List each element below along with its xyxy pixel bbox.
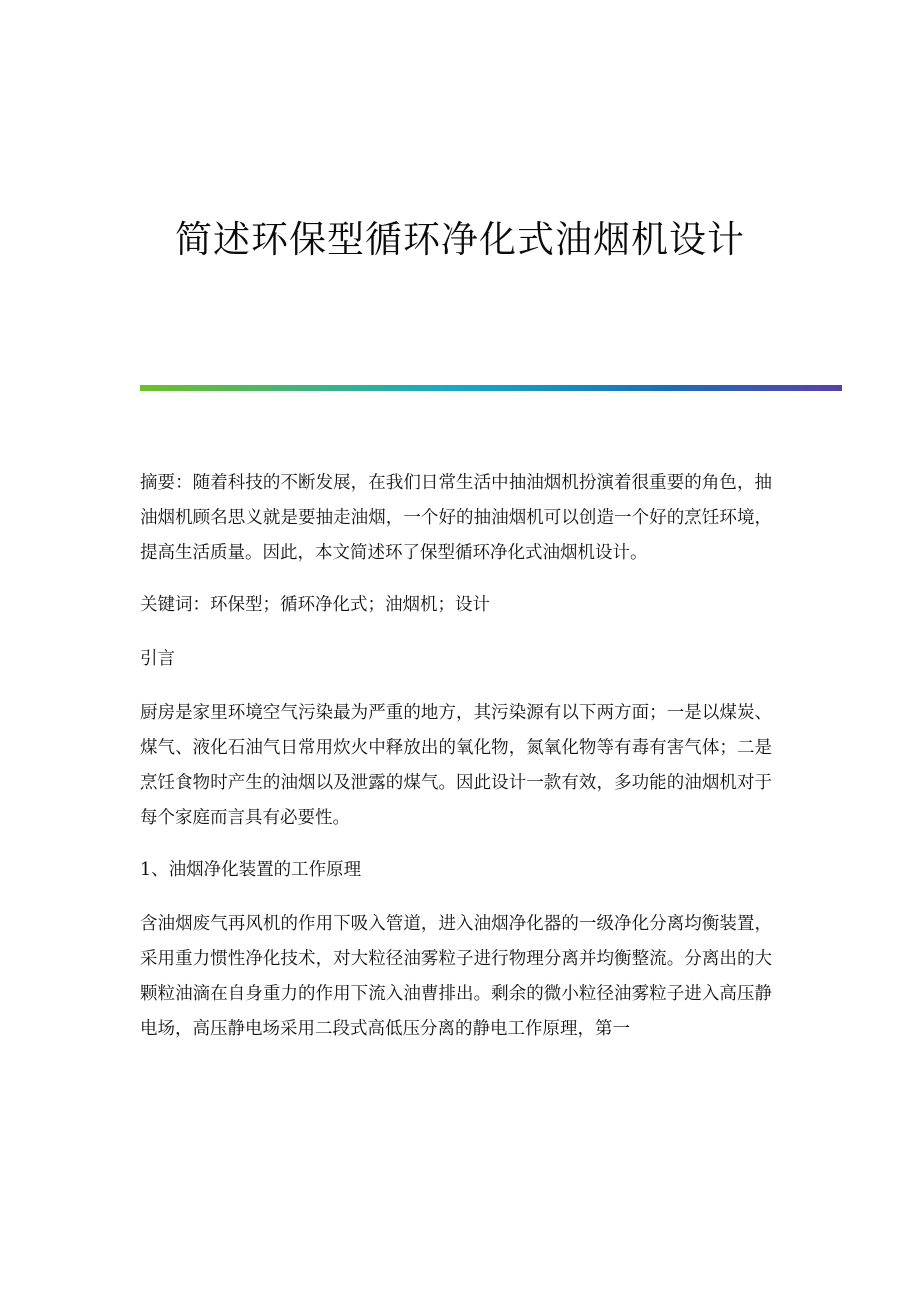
keywords-line: 关键词：环保型；循环净化式；油烟机；设计 [140,595,490,615]
abstract-paragraph: 摘要：随着科技的不断发展，在我们日常生活中抽油烟机扮演着很重要的角色，抽油烟机顾名思义就是要抽走油烟，一个好的抽油烟机可以创造一个好的烹饪环境，提高生活质量。因此，本文简述环了保型循环净化式油烟机设计。 [140,473,772,563]
section-heading-introduction: 引言 [140,649,175,669]
document-body [140,466,772,1064]
introduction-paragraph: 厨房是家里环境空气污染最为严重的地方，其污染源有以下两方面；一是以煤炭、煤气、液化石油气日常用炊火中释放出的氧化物，氮氧化物等有毒有害气体；二是烹饪食物时产生的油烟以及泄露的煤气。因此设计一款有效，多功能的油烟机对于每个家庭而言具有必要性。 [140,703,772,828]
title-divider-bar [140,385,842,391]
working-principle-paragraph: 含油烟废气再风机的作用下吸入管道，进入油烟净化器的一级净化分离均衡装置，采用重力惯性净化技术，对大粒径油雾粒子进行物理分离并均衡整流。分离出的大颗粒油滴在自身重力的作用下流入油曹排出。剩余的微小粒径油雾粒子进入高压静电场，高压静电场采用二段式高低压分离的静电工作原理，第一 [140,914,772,1039]
document-title: 简述环保型循环净化式油烟机设计 [175,218,745,261]
section-heading-working-principle: 1、油烟净化装置的工作原理 [140,860,362,880]
